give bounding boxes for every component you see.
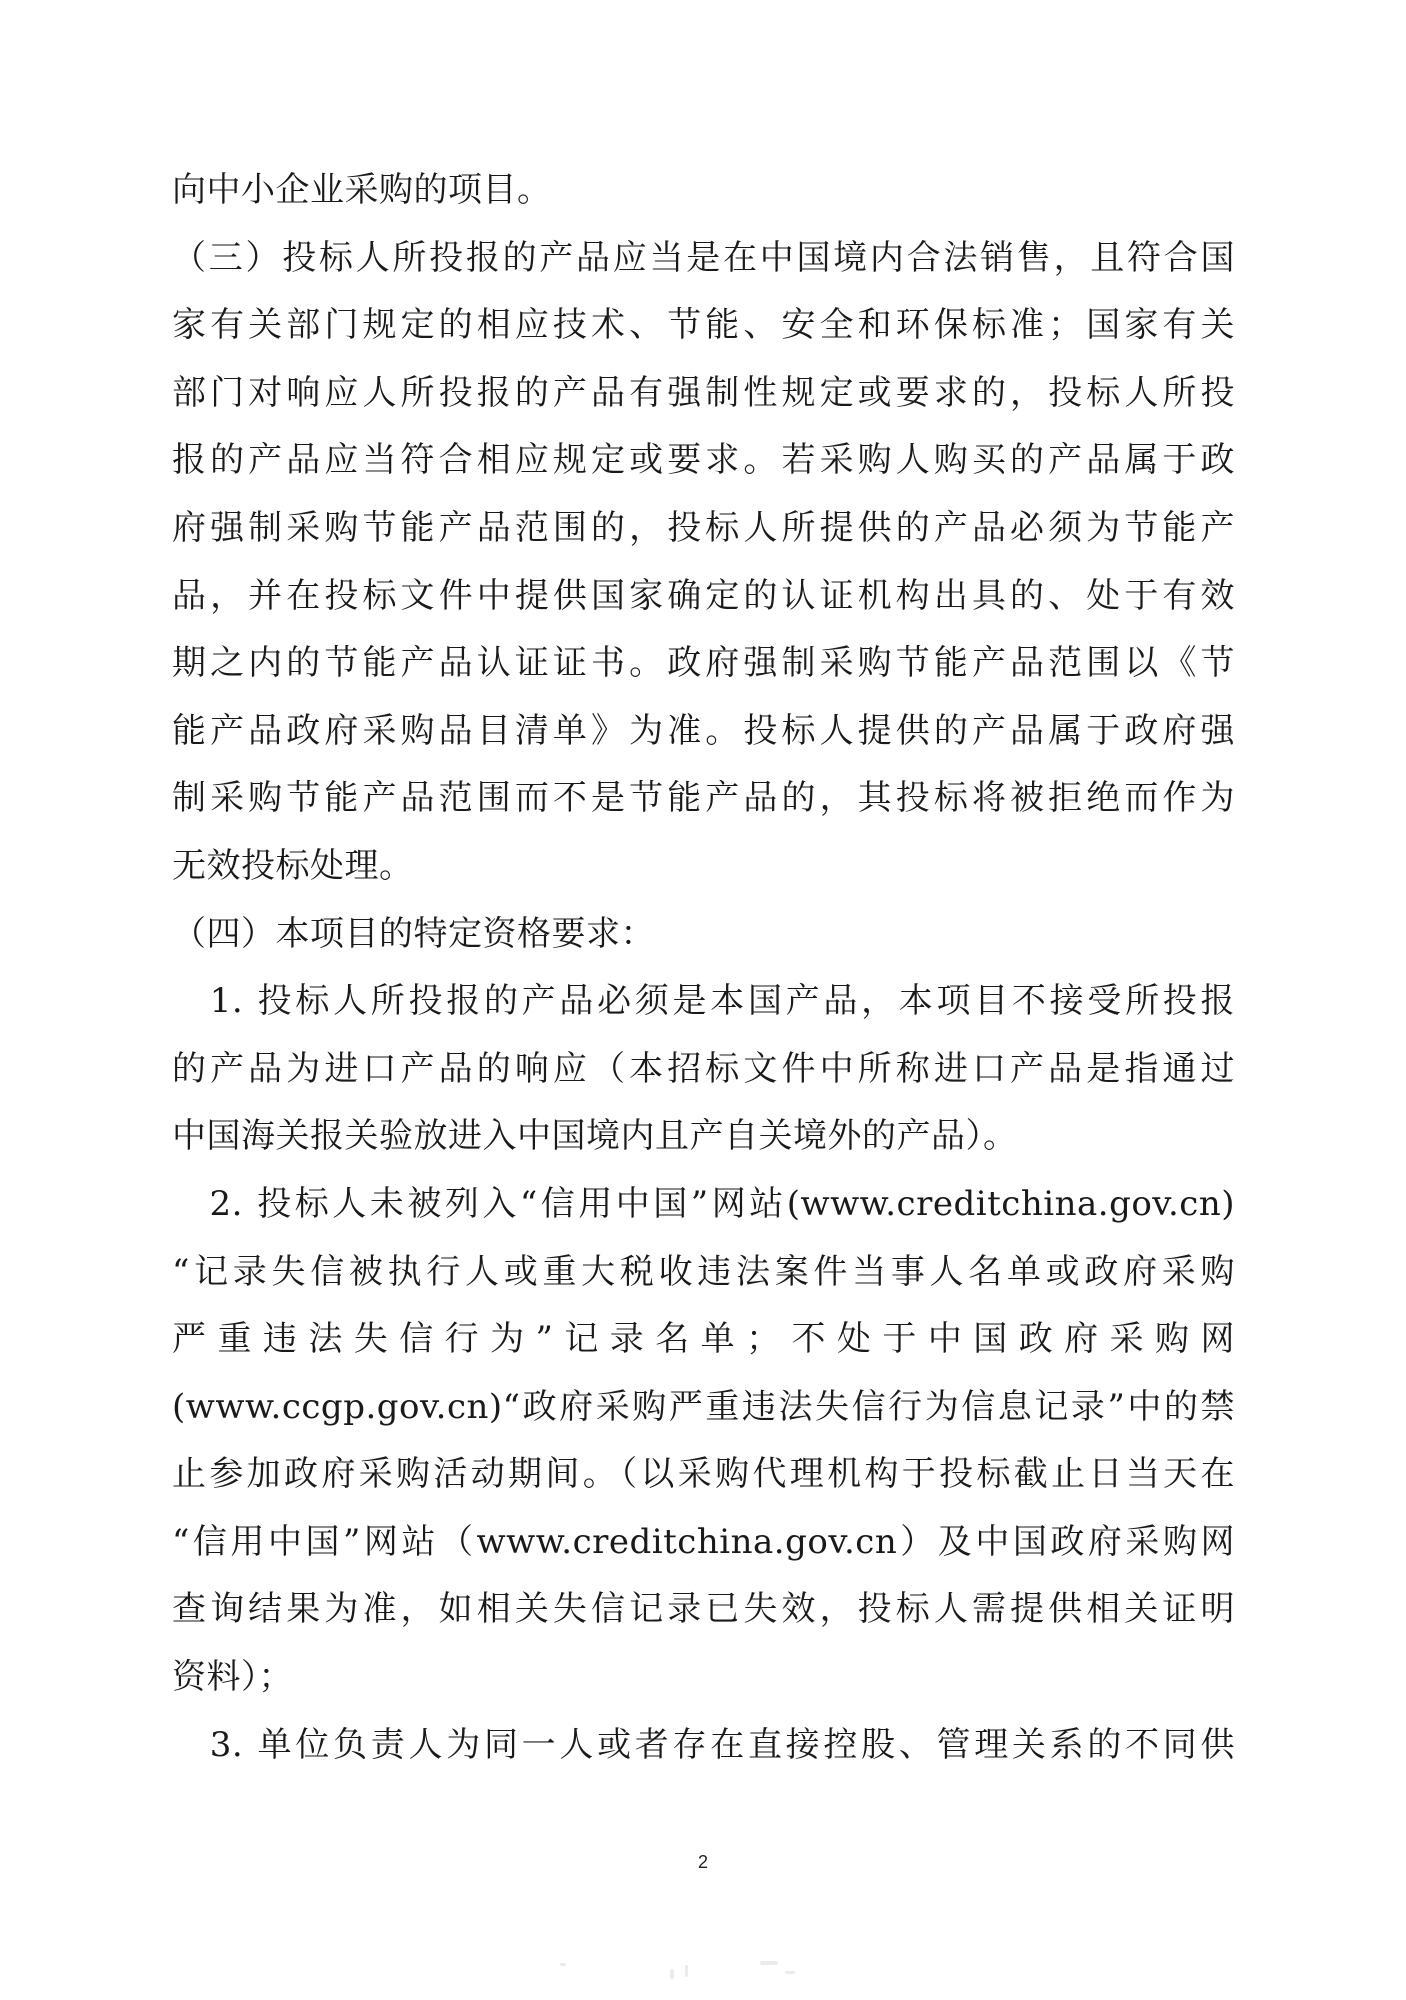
text-line: 止参加政府采购活动期间。（以采购代理机构于投标截止日当天在: [172, 1454, 1235, 1495]
text-line: 的产品为进口产品的响应（本招标文件中所称进口产品是指通过: [172, 1048, 1235, 1089]
text-line: 制采购节能产品范围而不是节能产品的，其投标将被拒绝而作为: [172, 778, 1235, 819]
text-line: 查询结果为准，如相关失信记录已失效，投标人需提供相关证明: [172, 1589, 1235, 1630]
text-line: 能产品政府采购品目清单》为准。投标人提供的产品属于政府强: [172, 710, 1235, 751]
text-line: 报的产品应当符合相应规定或要求。若采购人购买的产品属于政: [172, 440, 1235, 481]
text-line: 品，并在投标文件中提供国家确定的认证机构出具的、处于有效: [172, 575, 1235, 616]
text-line: 府强制采购节能产品范围的，投标人所提供的产品必须为节能产: [172, 507, 1235, 548]
text-line: 中国海关报关验放进入中国境内且产自关境外的产品）。: [172, 1116, 1018, 1157]
page-number: 2: [697, 1852, 708, 1872]
text-line: 2. 投标人未被列入“信用中国”网站(www.creditchina.gov.cn): [172, 1183, 1235, 1224]
text-line: (www.ccgp.gov.cn)“政府采购严重违法失信行为信息记录”中的禁: [172, 1386, 1235, 1427]
text-line: “记录失信被执行人或重大税收违法案件当事人名单或政府采购: [172, 1251, 1235, 1292]
body-text: [172, 157, 1235, 1779]
text-line: 资料）；: [172, 1657, 293, 1698]
text-line: 无效投标处理。: [172, 845, 414, 886]
text-line: 部门对响应人所投报的产品有强制性规定或要求的，投标人所投: [172, 372, 1235, 413]
text-line: 向中小企业采购的项目。: [172, 170, 552, 210]
text-line: 期之内的节能产品认证证书。政府强制采购节能产品范围以《节: [172, 643, 1235, 684]
section-heading: （四）本项目的特定资格要求：: [172, 913, 655, 954]
text-line: “信用中国”网站（www.creditchina.gov.cn）及中国政府采购网: [172, 1521, 1235, 1562]
text-line: 3. 单位负责人为同一人或者存在直接控股、管理关系的不同供: [172, 1724, 1235, 1765]
text-line: 家有关部门规定的相应技术、节能、安全和环保标准；国家有关: [172, 305, 1235, 346]
text-line: （三）投标人所投报的产品应当是在中国境内合法销售，且符合国: [172, 237, 1235, 278]
text-line: 严重违法失信行为”记录名单；不处于中国政府采购网: [172, 1319, 1235, 1360]
scan-artifact: [520, 1955, 880, 1985]
text-line: 1. 投标人所投报的产品必须是本国产品，本项目不接受所投报: [172, 981, 1235, 1022]
